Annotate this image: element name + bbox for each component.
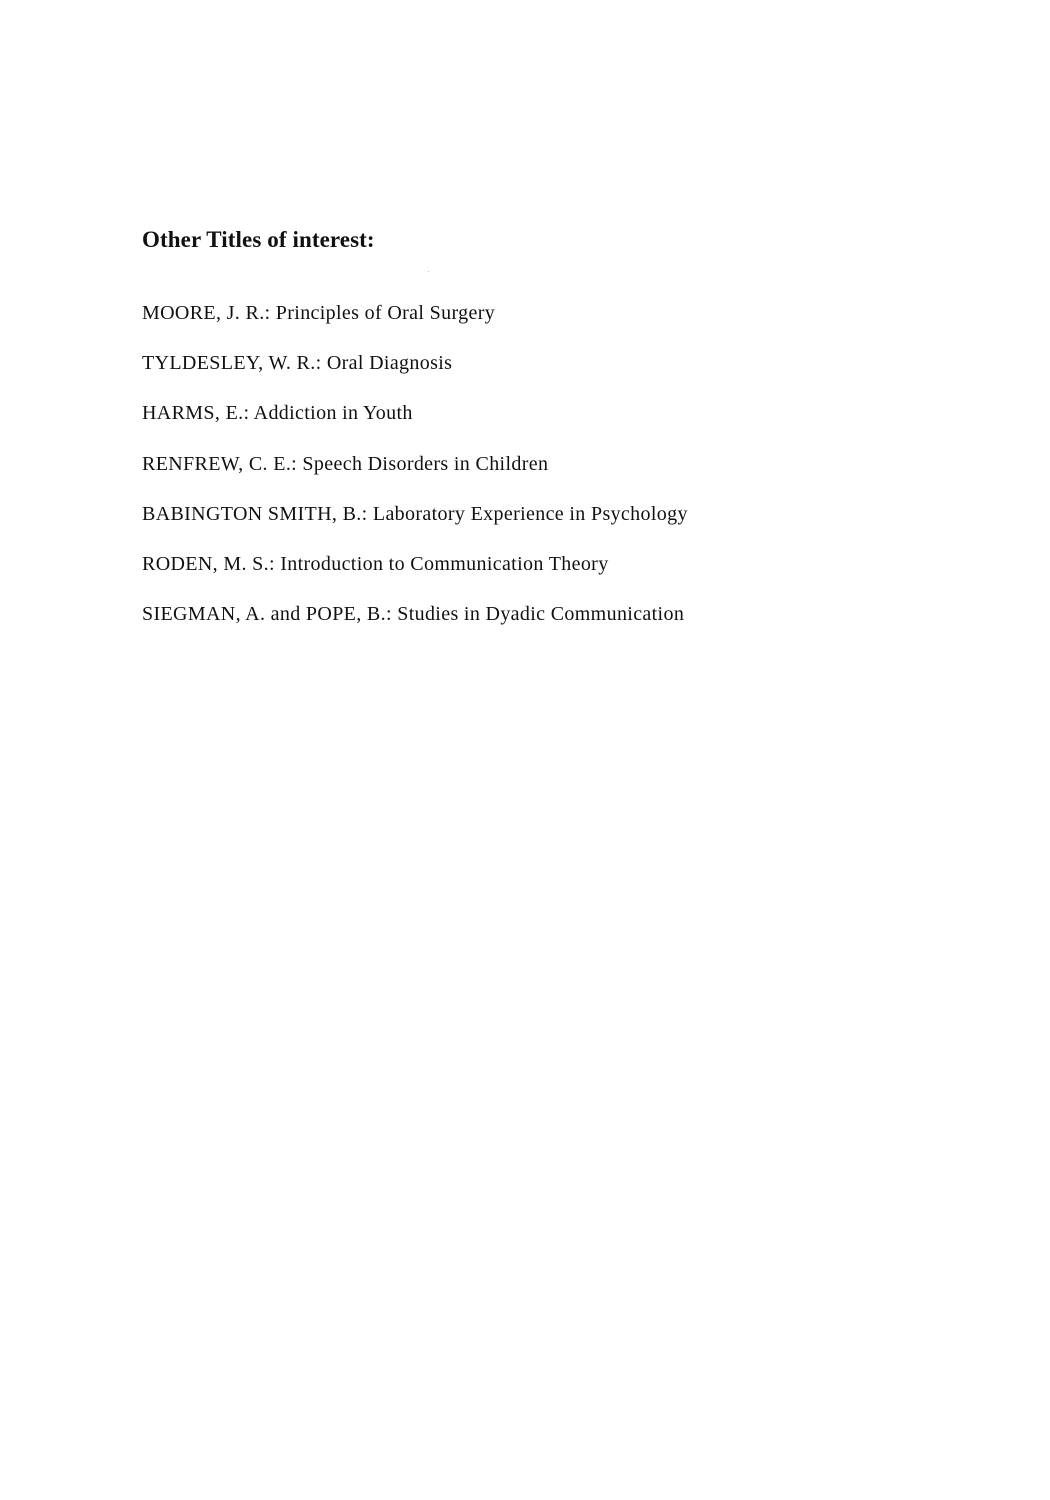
list-item: BABINGTON SMITH, B.: Laboratory Experience in Psychology — [142, 502, 688, 525]
list-item: HARMS, E.: Addiction in Youth — [142, 402, 413, 425]
list-item: SIEGMAN, A. and POPE, B.: Studies in Dyadic Communication — [142, 603, 685, 626]
list-item: RODEN, M. S.: Introduction to Communication Theory — [142, 552, 609, 575]
print-speck — [428, 271, 429, 272]
titles-list — [142, 298, 688, 649]
section-heading: Other Titles of interest: — [142, 227, 375, 252]
list-item: RENFREW, C. E.: Speech Disorders in Children — [142, 452, 549, 475]
list-item: TYLDESLEY, W. R.: Oral Diagnosis — [142, 352, 453, 375]
list-item: MOORE, J. R.: Principles of Oral Surgery — [142, 302, 496, 324]
